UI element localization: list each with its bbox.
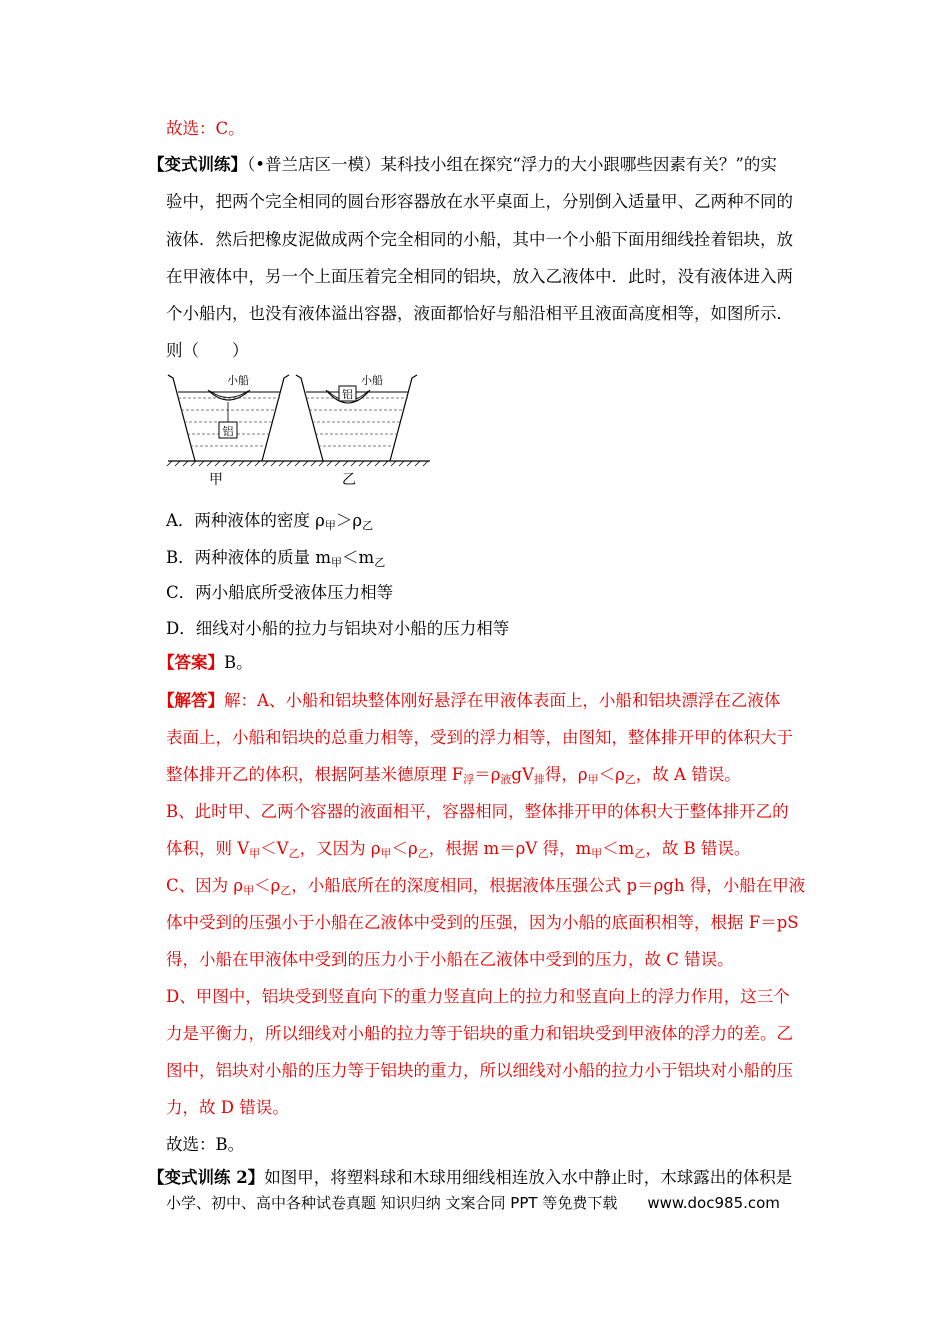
text: ，根据 m＝ρV 得，m bbox=[428, 839, 592, 858]
text: 力，故 D 错误。 bbox=[166, 1098, 289, 1117]
subscript: 甲 bbox=[587, 773, 599, 786]
footer-text: 小学、初中、高中各种试卷真题 知识归纳 文案合同 PPT 等免费下载 bbox=[166, 1194, 618, 1212]
problem-line-3 bbox=[166, 228, 793, 252]
text: 整体排开乙的体积，根据阿基米德原理 F bbox=[166, 765, 464, 784]
solution-line-7 bbox=[166, 911, 799, 935]
caption-yi: 乙 bbox=[342, 472, 356, 488]
text: A．两种液体的密度 ρ bbox=[166, 511, 325, 530]
subscript: 液 bbox=[500, 773, 512, 786]
problem-line-2 bbox=[166, 190, 793, 214]
footer-link[interactable]: www.doc985.com bbox=[647, 1194, 780, 1212]
text: ，又因为 ρ bbox=[299, 839, 381, 858]
text: 得，ρ bbox=[544, 765, 588, 784]
text: 解：A、小船和铝块整体刚好悬浮在甲液体表面上，小船和铝块漂浮在乙液体 bbox=[224, 691, 781, 710]
text: ＜V bbox=[260, 839, 289, 858]
subscript: 甲 bbox=[380, 847, 392, 860]
option-b bbox=[166, 546, 385, 575]
subscript: 排 bbox=[533, 773, 545, 786]
caption-jia: 甲 bbox=[209, 472, 223, 488]
subscript: 甲 bbox=[591, 847, 603, 860]
text: C．两小船底所受液体压力相等 bbox=[166, 583, 394, 602]
option-c bbox=[166, 581, 393, 605]
final-choice-line bbox=[166, 1133, 244, 1157]
footer bbox=[166, 1191, 780, 1215]
boat-jia bbox=[208, 390, 250, 400]
variant-training-2-label: 【变式训练 2】 bbox=[148, 1168, 265, 1187]
text: 表面上，小船和铝块的总重力相等，受到的浮力相等，由图知，整体排开甲的体积大于 bbox=[166, 728, 793, 747]
solution-line-3 bbox=[166, 763, 741, 792]
text: gV bbox=[511, 765, 534, 784]
subscript: 甲 bbox=[243, 884, 255, 897]
subscript: 乙 bbox=[288, 847, 300, 860]
container-yi bbox=[296, 373, 417, 461]
boat-label-jia: 小船 bbox=[227, 374, 249, 387]
text: 体积，则 V bbox=[166, 839, 250, 858]
text: D．细线对小船的拉力与铝块对小船的压力相等 bbox=[166, 619, 510, 638]
next-problem-line bbox=[148, 1166, 792, 1190]
text: 图中，铝块对小船的压力等于铝块的重力，所以细线对小船的拉力小于铝块对小船的压 bbox=[166, 1061, 793, 1080]
problem-line-5 bbox=[166, 302, 793, 326]
solution-line-10 bbox=[166, 1022, 793, 1046]
text: ＜ρ bbox=[254, 876, 281, 895]
text: C、因为 ρ bbox=[166, 876, 244, 895]
subscript: 乙 bbox=[634, 847, 646, 860]
prev-answer-line bbox=[166, 117, 245, 141]
ground-hatching bbox=[167, 461, 428, 466]
text: ＜m bbox=[602, 839, 635, 858]
text: B．两种液体的质量 m bbox=[166, 548, 332, 567]
answer-label: 【答案】 bbox=[158, 653, 224, 672]
boat-label-yi: 小船 bbox=[361, 374, 383, 387]
liquid-levels-yi bbox=[306, 398, 408, 446]
container-jia bbox=[168, 373, 289, 461]
text: ，故 B 错误。 bbox=[645, 839, 751, 858]
text: ，故 A 错误。 bbox=[635, 765, 741, 784]
solution-line-11 bbox=[166, 1059, 793, 1083]
subscript: 甲 bbox=[331, 556, 343, 569]
variant-training-label: 【变式训练】 bbox=[148, 155, 247, 174]
text: ＜ρ bbox=[598, 765, 625, 784]
text: 则（ ） bbox=[166, 341, 249, 360]
experiment-figure bbox=[164, 370, 434, 490]
option-d bbox=[166, 617, 509, 641]
text: ＝ρ bbox=[474, 765, 501, 784]
subscript: 乙 bbox=[280, 884, 292, 897]
text: 力是平衡力，所以细线对小船的拉力等于铝块的重力和铝块受到甲液体的浮力的差。乙 bbox=[166, 1024, 793, 1043]
text: ＜m bbox=[342, 548, 375, 567]
text: 故选：B。 bbox=[166, 1135, 245, 1154]
problem-line-1 bbox=[148, 153, 777, 177]
subscript: 浮 bbox=[463, 773, 475, 786]
text: 故选：C。 bbox=[166, 119, 245, 138]
solution-line-2 bbox=[166, 726, 793, 750]
subscript: 甲 bbox=[324, 519, 336, 532]
solution-line-12 bbox=[166, 1096, 289, 1120]
block-label-yi: 铝 bbox=[342, 388, 353, 401]
subscript: 乙 bbox=[417, 847, 429, 860]
text: 得，小船在甲液体中受到的压力小于小船在乙液体中受到的压力，故 C 错误。 bbox=[166, 950, 734, 969]
block-label-jia: 铝 bbox=[222, 425, 234, 438]
answer-line bbox=[158, 651, 253, 675]
text: ，小船底所在的深度相同，根据液体压强公式 p＝ρgh 得，小船在甲液 bbox=[291, 876, 806, 895]
solution-line-9 bbox=[166, 985, 790, 1009]
text: （•普兰店区一模）某科技小组在探究“浮力的大小跟哪些因素有关？”的实 bbox=[247, 155, 777, 174]
text: 如图甲，将塑料球和木球用细线相连放入水中静止时，木球露出的体积是 bbox=[264, 1168, 793, 1187]
solution-line-1 bbox=[158, 689, 780, 713]
solution-line-5 bbox=[166, 837, 750, 866]
subscript: 乙 bbox=[624, 773, 636, 786]
solution-label: 【解答】 bbox=[158, 691, 224, 710]
solution-line-4 bbox=[166, 800, 789, 824]
subscript: 乙 bbox=[362, 519, 374, 532]
answer-value: B。 bbox=[224, 653, 253, 672]
solution-line-8 bbox=[166, 948, 734, 972]
text: 验中，把两个完全相同的圆台形容器放在水平桌面上，分别倒入适量甲、乙两种不同的 bbox=[166, 192, 793, 211]
problem-line-6 bbox=[166, 339, 249, 363]
text: 个小船内，也没有液体溢出容器，液面都恰好与船沿相平且液面高度相等，如图所示． bbox=[166, 304, 793, 323]
text: 体中受到的压强小于小船在乙液体中受到的压强，因为小船的底面积相等，根据 F＝pS bbox=[166, 913, 799, 932]
subscript: 甲 bbox=[249, 847, 261, 860]
text: D、甲图中，铝块受到竖直向下的重力竖直向上的拉力和竖直向上的浮力作用，这三个 bbox=[166, 987, 790, 1006]
problem-line-4 bbox=[166, 265, 793, 289]
text: ＜ρ bbox=[391, 839, 418, 858]
text: 液体．然后把橡皮泥做成两个完全相同的小船，其中一个小船下面用细线拴着铝块，放 bbox=[166, 230, 793, 249]
text: B、此时甲、乙两个容器的液面相平，容器相同，整体排开甲的体积大于整体排开乙的 bbox=[166, 802, 789, 821]
text: ＞ρ bbox=[335, 511, 363, 530]
option-a bbox=[166, 509, 373, 538]
text: 在甲液体中，另一个上面压着完全相同的铝块，放入乙液体中．此时，没有液体进入两 bbox=[166, 267, 793, 286]
subscript: 乙 bbox=[374, 556, 386, 569]
solution-line-6 bbox=[166, 874, 805, 903]
